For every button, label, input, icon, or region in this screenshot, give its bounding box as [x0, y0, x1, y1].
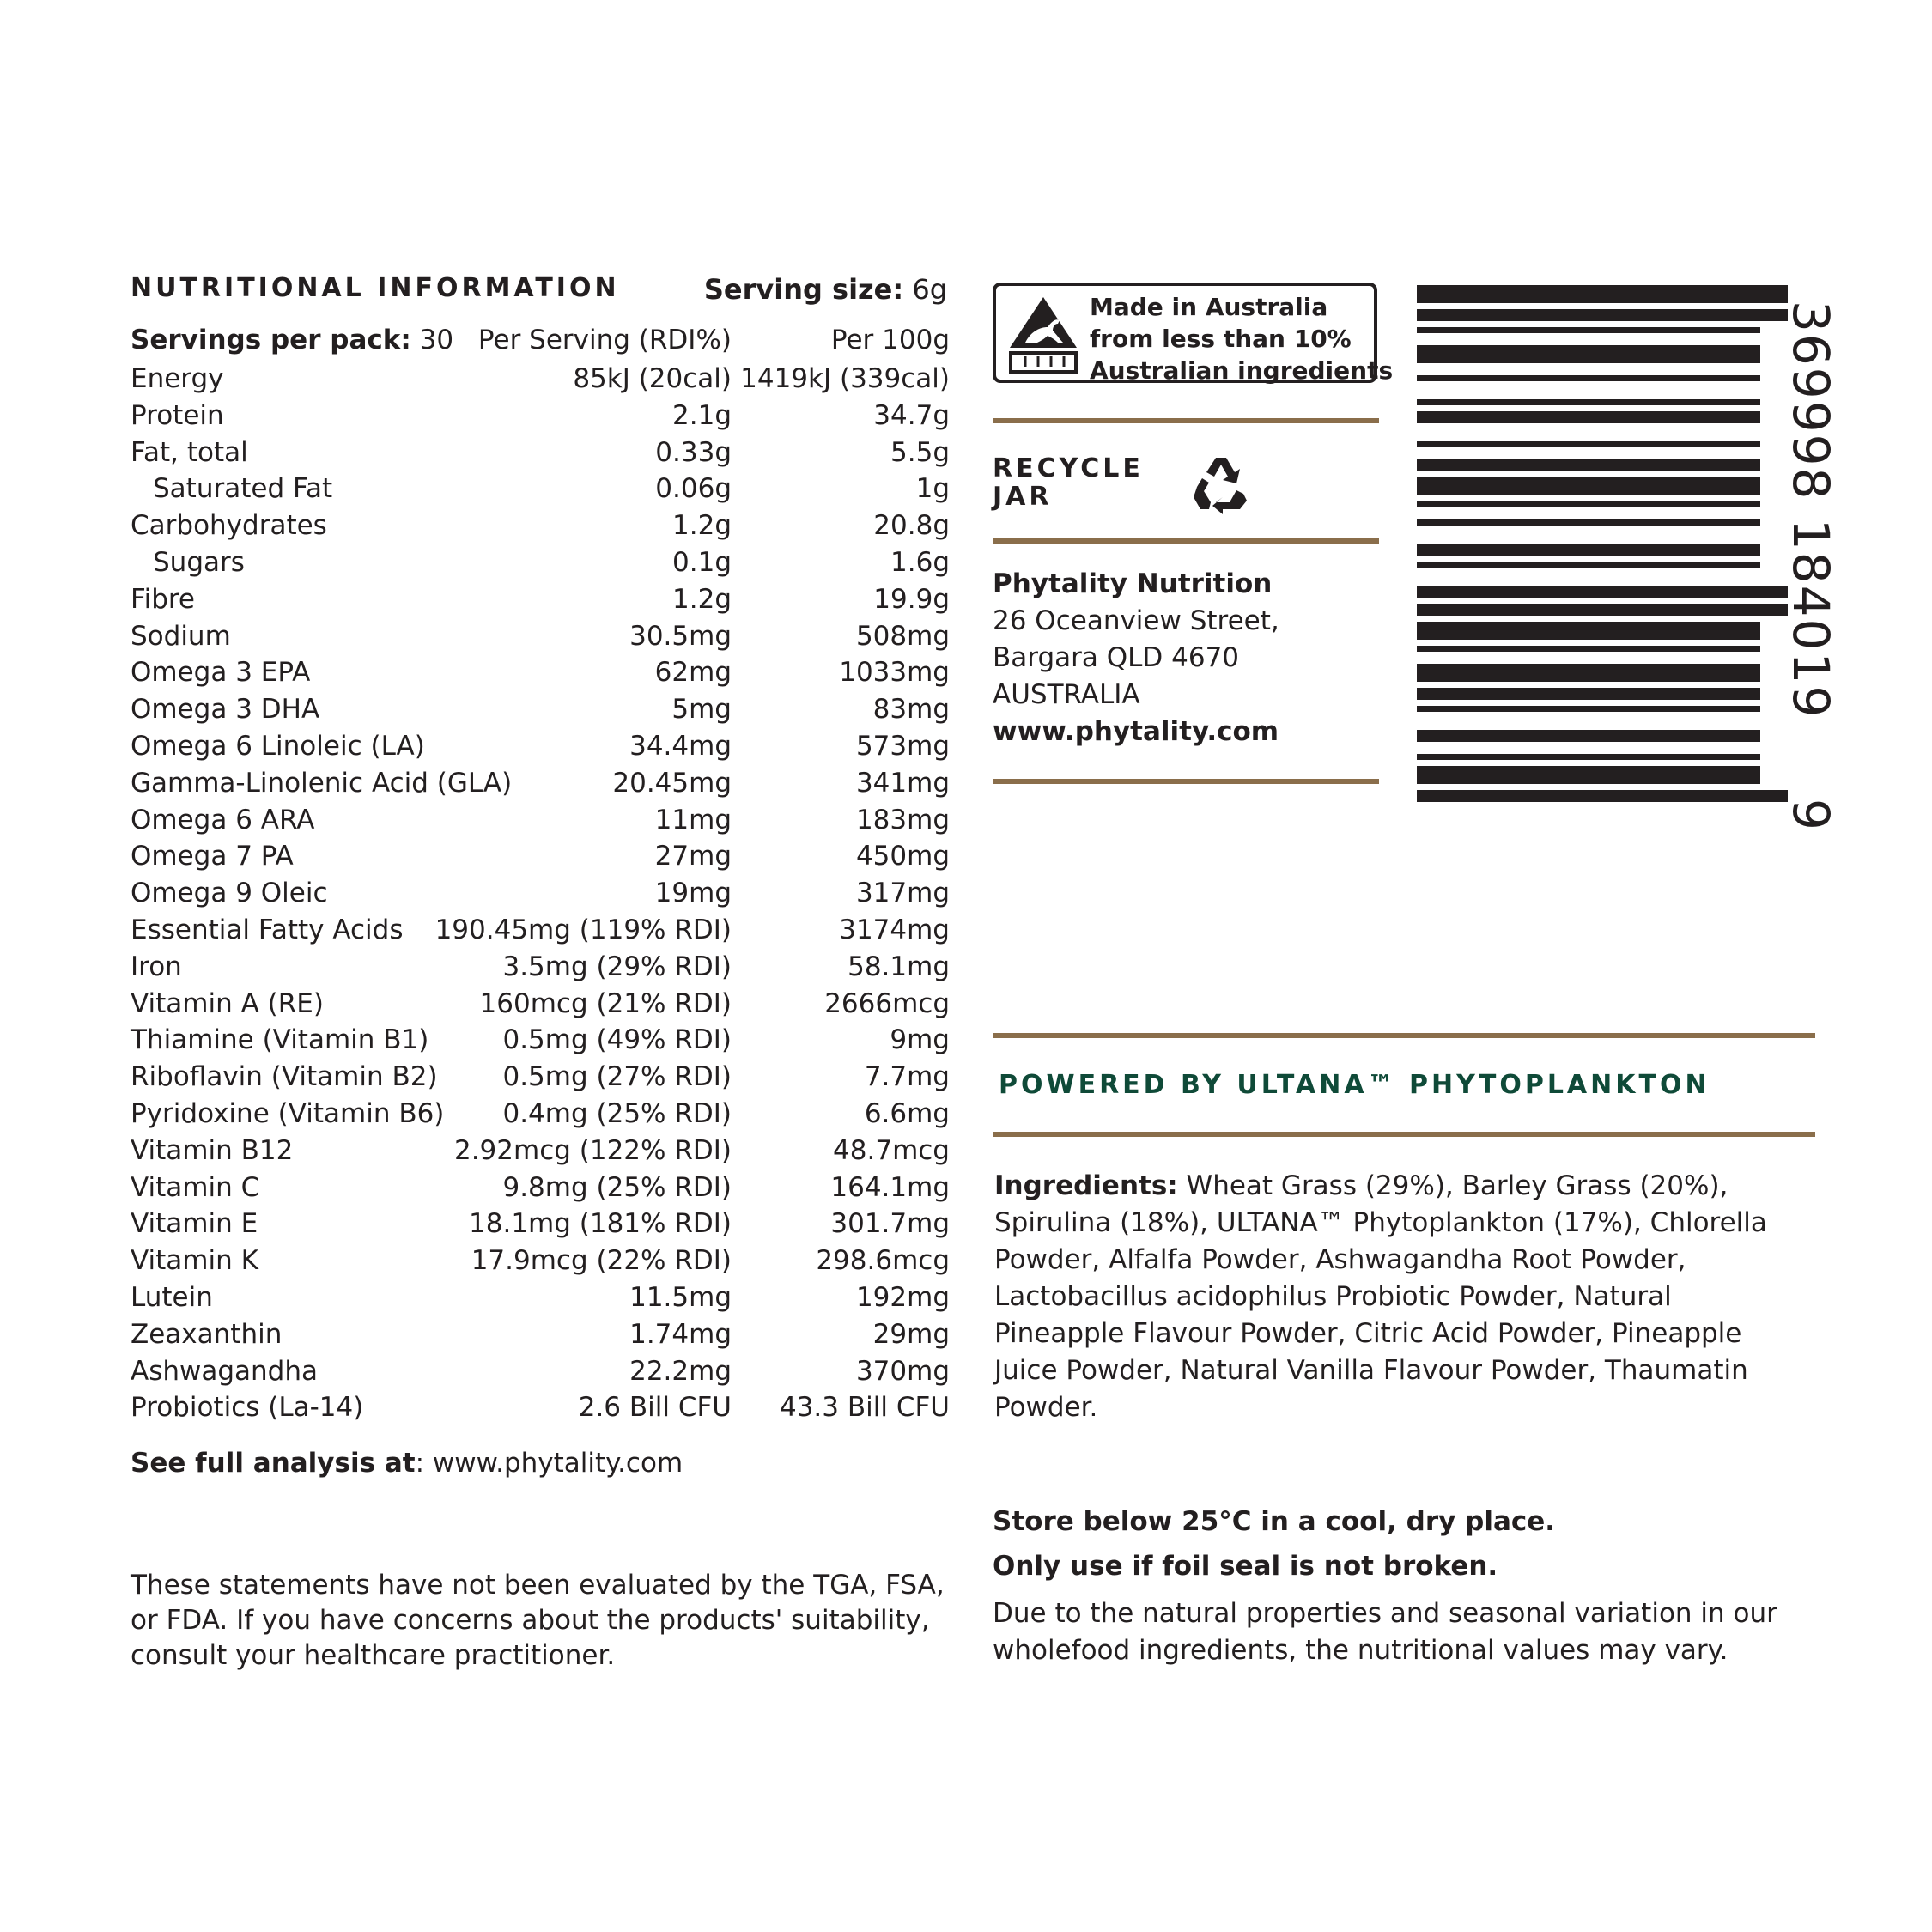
barcode-bar [1417, 309, 1788, 321]
per-100g-value: 20.8g [873, 510, 950, 542]
nutrient-name: Thiamine (Vitamin B1) [131, 1024, 429, 1056]
nutrient-name: Vitamin C [131, 1171, 260, 1203]
company-name: Phytality Nutrition [993, 568, 1273, 599]
nutrition-row [131, 1243, 950, 1280]
badge-line-3: Australian ingredients [1090, 356, 1394, 385]
nutrition-row [131, 766, 950, 803]
nutrition-row [131, 398, 950, 435]
per-100g-value: 1033mg [839, 657, 950, 689]
nutrient-name: Fibre [131, 583, 196, 615]
nutrient-name: Energy [131, 363, 224, 394]
nutrient-name: Carbohydrates [131, 510, 327, 542]
divider [993, 538, 1379, 544]
per-serving-value: 1.74mg [629, 1318, 732, 1350]
barcode-digits: 369998 184019 [1782, 301, 1840, 720]
nutrient-name: Probiotics (La-14) [131, 1392, 364, 1424]
nutrition-row [131, 1133, 950, 1170]
barcode-bar [1417, 604, 1788, 616]
nutrition-row [131, 692, 950, 729]
nutrition-table [131, 361, 950, 1427]
per-100g-value: 58.1mg [848, 951, 950, 982]
nutrition-row [131, 545, 950, 582]
per-100g-value: 317mg [855, 878, 950, 909]
per-100g-value: 29mg [872, 1318, 950, 1350]
full-analysis-label: See full analysis at [131, 1448, 416, 1479]
barcode-bar [1417, 646, 1760, 652]
ingredients-label: Ingredients: [994, 1170, 1178, 1201]
barcode-bar [1417, 664, 1760, 682]
per-serving-value: 18.1mg (181% RDI) [469, 1208, 732, 1240]
per-100g-value: 341mg [855, 767, 950, 799]
powered-by: POWERED BY ULTANA™ PHYTOPLANKTON [999, 1070, 1710, 1100]
barcode-bar [1417, 519, 1760, 526]
per-serving-value: 0.5mg (27% RDI) [502, 1061, 732, 1093]
per-100g-value: 7.7mg [864, 1061, 950, 1093]
recycle-line-2: JAR [993, 482, 1053, 512]
per-100g-value: 1.6g [890, 546, 950, 578]
per-serving-value: 19mg [654, 878, 732, 909]
recycle-line-1: RECYCLE [993, 453, 1144, 483]
nutrient-name: Omega 9 Oleic [131, 878, 328, 909]
nutrition-row [131, 1317, 950, 1354]
nutrition-row [131, 987, 950, 1024]
nutrient-name: Omega 3 DHA [131, 694, 320, 726]
full-analysis-url[interactable]: : www.phytality.com [415, 1448, 683, 1479]
per-100g-value: 298.6mcg [816, 1245, 950, 1277]
barcode-bar [1417, 754, 1760, 760]
nutrition-row [131, 619, 950, 656]
nutrient-name: Riboflavin (Vitamin B2) [131, 1061, 438, 1093]
per-100g-value: 2666mcg [824, 987, 950, 1019]
barcode-bar [1417, 375, 1760, 381]
per-serving-value: 27mg [654, 841, 732, 872]
nutrient-name: Fat, total [131, 436, 248, 468]
nutrient-name: Iron [131, 951, 182, 982]
per-serving-value: 1.2g [672, 583, 732, 615]
per-serving-value: 9.8mg (25% RDI) [502, 1171, 732, 1203]
nutrition-row [131, 471, 950, 508]
barcode-lead-digit: 9 [1782, 799, 1840, 830]
barcode-bar [1417, 501, 1760, 507]
nutrition-row [131, 582, 950, 619]
per-serving-value: 2.92mcg (122% RDI) [453, 1134, 732, 1166]
barcode-bar [1417, 544, 1760, 556]
full-analysis [131, 1448, 683, 1479]
per-serving-value: 22.2mg [629, 1355, 732, 1387]
per-serving-value: 2.6 Bill CFU [578, 1392, 732, 1424]
nutrient-name: Zeaxanthin [131, 1318, 283, 1350]
barcode-bar [1417, 327, 1760, 333]
badge-line-1: Made in Australia [1090, 293, 1328, 321]
barcode-bar [1417, 622, 1760, 640]
country: AUSTRALIA [993, 679, 1140, 710]
recycle-icon [1190, 453, 1252, 514]
serving-size-value: 6g [903, 273, 947, 306]
per-serving-value: 0.06g [655, 473, 732, 505]
badge-line-2: from less than 10% [1090, 325, 1352, 353]
kangaroo-triangle-icon [1008, 295, 1078, 376]
nutrition-row [131, 1354, 950, 1391]
nutrient-name: Omega 6 Linoleic (LA) [131, 730, 425, 762]
per-serving-value: 1.2g [672, 510, 732, 542]
website-link[interactable]: www.phytality.com [993, 716, 1279, 747]
per-100g-value: 9mg [890, 1024, 950, 1056]
per-serving-value: 20.45mg [612, 767, 732, 799]
nutrition-row [131, 1060, 950, 1097]
per-serving-value: 0.33g [655, 436, 732, 468]
address-block [993, 566, 1279, 750]
divider [993, 1033, 1815, 1038]
ingredients-text: Wheat Grass (29%), Barley Grass (20%), Spirulina (18%), ULTANA™ Phytoplankton (17%), Chlorella Powder, Alfalfa Powder, Ashwagandha Root Powder, Lactobacillus acidophilus Probiotic Powder, Natural Pineapple Flavour Powder, Citric Acid Powder, Pineapple Juice Powder, Natural Vanilla Flavour Powder, Thaumatin Powder. [994, 1170, 1767, 1423]
per-100g-value: 164.1mg [830, 1171, 950, 1203]
disclaimer: These statements have not been evaluated by the TGA, FSA, or FDA. If you have concerns about the products' suitability, consult your healthcare practitioner. [131, 1570, 945, 1671]
per-100g-value: 3174mg [839, 914, 950, 945]
servings-per-pack-value: 30 [410, 325, 454, 355]
per-100g-value: 34.7g [873, 399, 950, 431]
nutrition-row [131, 913, 950, 950]
nutrient-name: Essential Fatty Acids [131, 914, 404, 945]
nutrient-name: Omega 3 EPA [131, 657, 311, 689]
nutrition-row [131, 1206, 950, 1243]
barcode-bar [1417, 766, 1760, 784]
per-100g-value: 1419kJ (339cal) [740, 363, 950, 394]
nutrient-name: Omega 6 ARA [131, 804, 315, 835]
divider [993, 779, 1379, 784]
nutrition-row [131, 729, 950, 766]
per-100g-value: 450mg [855, 841, 950, 872]
barcode-bar [1417, 562, 1760, 568]
nutrient-name: Omega 7 PA [131, 841, 294, 872]
made-in-australia-text [1090, 291, 1393, 386]
per-serving-value: 0.5mg (49% RDI) [502, 1024, 732, 1056]
nutrient-name: Gamma-Linolenic Acid (GLA) [131, 767, 513, 799]
per-100g-value: 508mg [855, 620, 950, 652]
nutrition-row [131, 876, 950, 913]
street: 26 Oceanview Street, [993, 605, 1279, 636]
per-100g-value: 19.9g [873, 583, 950, 615]
barcode-bar [1417, 730, 1760, 742]
per-100g-value: 48.7mcg [833, 1134, 950, 1166]
divider [993, 418, 1379, 423]
barcode-bar [1417, 345, 1760, 363]
recycle-label [993, 454, 1144, 511]
per-100g-value: 370mg [855, 1355, 950, 1387]
barcode-bar [1417, 285, 1788, 303]
nutrition-row [131, 803, 950, 840]
per-serving-value: 11mg [654, 804, 732, 835]
nutrition-row [131, 361, 950, 398]
nutrient-name: Sugars [153, 546, 245, 578]
col-per-serving: Per Serving (RDI%) [477, 325, 732, 355]
per-100g-value: 83mg [872, 694, 950, 726]
per-100g-value: 43.3 Bill CFU [779, 1392, 950, 1424]
nutrition-row [131, 508, 950, 545]
servings-per-pack [131, 325, 453, 355]
nutrition-row [131, 1170, 950, 1207]
barcode-bar [1417, 459, 1760, 471]
nutrition-row [131, 1280, 950, 1317]
barcode-bar [1417, 477, 1760, 495]
per-serving-value: 5mg [671, 694, 732, 726]
barcode-bar [1417, 411, 1760, 423]
per-100g-value: 573mg [855, 730, 950, 762]
per-serving-value: 62mg [654, 657, 732, 689]
divider [993, 1132, 1815, 1137]
per-serving-value: 0.1g [672, 546, 732, 578]
serving-size [704, 273, 947, 306]
barcode-bar [1417, 790, 1788, 802]
per-serving-value: 34.4mg [629, 730, 732, 762]
nutrient-name: Vitamin B12 [131, 1134, 294, 1166]
per-serving-value: 11.5mg [629, 1281, 732, 1313]
nutrition-row [131, 655, 950, 692]
barcode [1417, 283, 1795, 893]
nutrition-title: NUTRITIONAL INFORMATION [131, 273, 620, 303]
nutrition-row [131, 839, 950, 876]
nutrition-row [131, 1390, 950, 1427]
per-serving-value: 190.45mg (119% RDI) [434, 914, 732, 945]
nutrition-row [131, 1097, 950, 1133]
nutrition-row [131, 1023, 950, 1060]
barcode-bar [1417, 688, 1760, 700]
nutrient-name: Vitamin A (RE) [131, 987, 324, 1019]
nutrient-name: Vitamin E [131, 1208, 258, 1240]
per-serving-value: 2.1g [672, 399, 732, 431]
storage-note: Due to the natural properties and seasonal variation in our wholefood ingredients, the nutritional values may vary. [993, 1598, 1777, 1666]
barcode-bar [1417, 441, 1760, 447]
servings-per-pack-label: Servings per pack: [131, 325, 411, 355]
nutrient-name: Pyridoxine (Vitamin B6) [131, 1097, 445, 1129]
nutrition-row [131, 435, 950, 472]
nutrient-name: Saturated Fat [153, 473, 333, 505]
ingredients [994, 1168, 1767, 1426]
nutrition-row [131, 950, 950, 987]
per-serving-value: 85kJ (20cal) [573, 363, 732, 394]
nutrient-name: Lutein [131, 1281, 213, 1313]
per-serving-value: 0.4mg (25% RDI) [502, 1097, 732, 1129]
barcode-bar [1417, 586, 1788, 598]
barcode-bar [1417, 706, 1760, 712]
nutrient-name: Ashwagandha [131, 1355, 318, 1387]
per-100g-value: 1g [915, 473, 950, 505]
nutrition-header [131, 325, 950, 361]
nutrient-name: Vitamin K [131, 1245, 258, 1277]
per-serving-value: 17.9mcg (22% RDI) [471, 1245, 732, 1277]
serving-size-label: Serving size: [703, 273, 904, 306]
per-serving-value: 160mcg (21% RDI) [479, 987, 732, 1019]
per-serving-value: 30.5mg [629, 620, 732, 652]
per-100g-value: 6.6mg [864, 1097, 950, 1129]
barcode-bar [1417, 399, 1760, 405]
city: Bargara QLD 4670 [993, 642, 1240, 673]
storage-line-2: Only use if foil seal is not broken. [993, 1551, 1498, 1582]
col-per-100g: Per 100g [830, 325, 950, 355]
nutrient-name: Sodium [131, 620, 231, 652]
per-100g-value: 183mg [855, 804, 950, 835]
per-100g-value: 301.7mg [830, 1208, 950, 1240]
per-serving-value: 3.5mg (29% RDI) [502, 951, 732, 982]
storage-line-1: Store below 25°C in a cool, dry place. [993, 1506, 1556, 1537]
per-100g-value: 5.5g [890, 436, 950, 468]
made-in-australia-badge [993, 283, 1394, 385]
per-100g-value: 192mg [855, 1281, 950, 1313]
nutrient-name: Protein [131, 399, 224, 431]
